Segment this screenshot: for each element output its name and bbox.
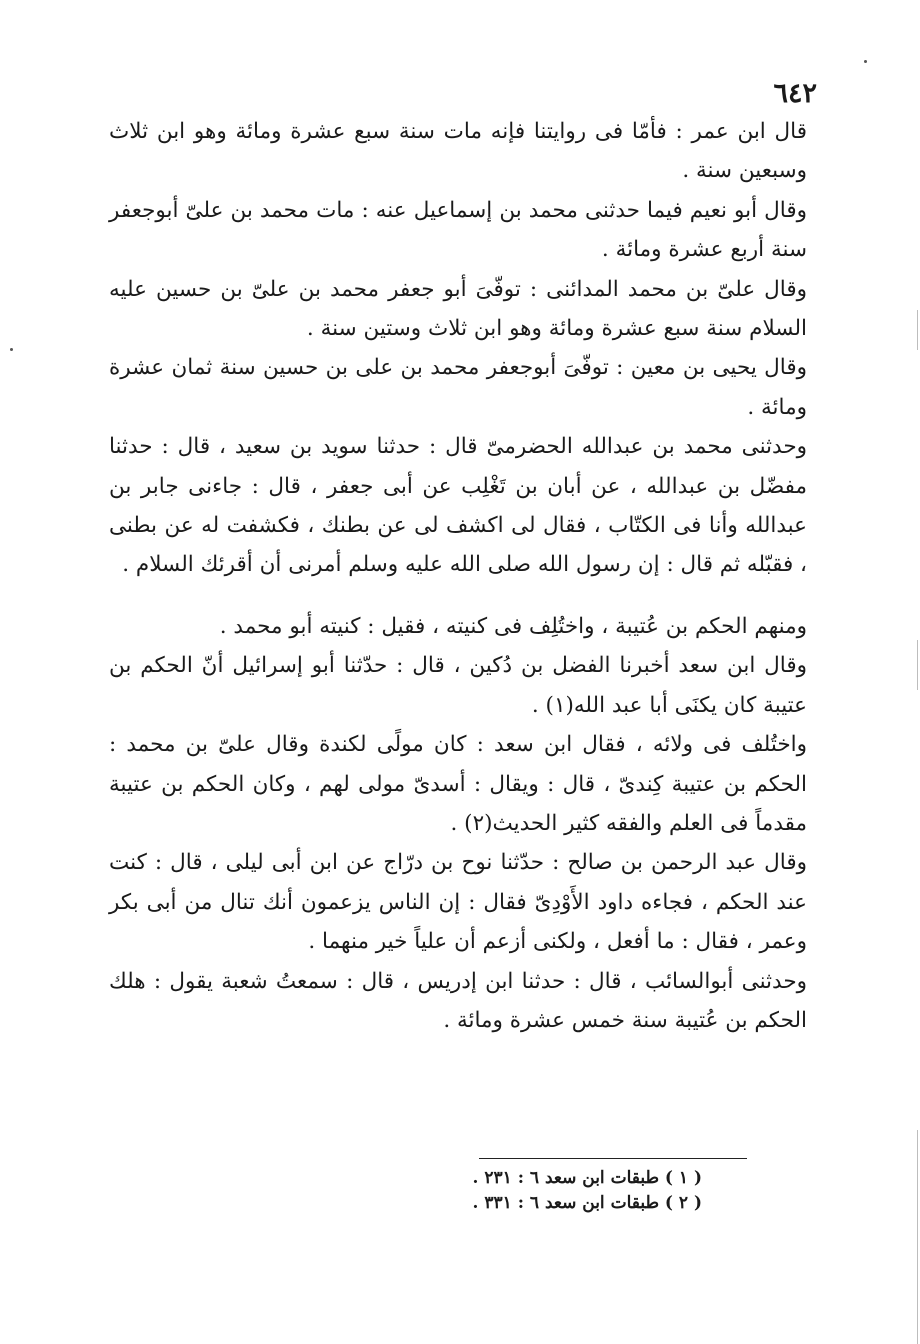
footnote-divider <box>479 1158 747 1159</box>
paragraph: وحدثنى أبوالسائب ، قال : حدثنا ابن إدريس ، قال : سمعتُ شعبة يقول : هلك الحكم بن عُتيبة سنة خمس عشرة ومائة . <box>109 968 807 1033</box>
paragraph: ومنهم الحكم بن عُتيبة ، واختُلِف فى كنيته ، فقيل : كنيته أبو محمد . <box>219 613 807 639</box>
main-text <box>109 112 807 1040</box>
paragraph: وقال أبو نعيم فيما حدثنى محمد بن إسماعيل عنه : مات محمد بن علىّ أبوجعفر سنة أربع عشرة ومائة . <box>109 197 807 263</box>
scan-dot-mark <box>864 60 867 63</box>
paragraph: وقال يحيى بن معين : توفّىَ أبوجعفر محمد بن على بن حسين سنة ثمان عشرة ومائة . <box>109 355 807 420</box>
paragraph: وقال ابن سعد أخبرنا الفضل بن دُكين ، قال : حدّثنا أبو إسرائيل أنّ الحكم بن عتيبة كان يكنَى أبا عبد الله(١) . <box>109 653 807 718</box>
paragraph: وحدثنى محمد بن عبدالله الحضرمىّ قال : حدثنا سويد بن سعيد ، قال : حدثنا مفضّل بن عبدالله ، عن أبان بن تَغْلِب عن أبى جعفر ، قال : جاءنى جابر بن عبدالله وأنا فى الكتّاب ، فقال لى اكشف لى عن بطنك ، فكشفت له عن بطنى ، فقبّله ثم قال : إن رسول الله صلى الله عليه وسلم أمرنى أن أقرئك السلام . <box>109 434 807 578</box>
footnote-2: ( ٢ ) طبقات ابن سعد ٦ : ٣٣١ . <box>472 1193 702 1213</box>
scan-edge-mark <box>917 640 918 690</box>
paragraph: واختُلف فى ولائه ، فقال ابن سعد : كان مولًى لكندة وقال علىّ بن محمد : الحكم بن عتيبة كِندىّ ، قال : ويقال : أسدىّ مولى لهم ، وكان الحكم بن عتيبة مقدماً فى العلم والفقه كثير الحديث(٢) . <box>109 732 807 836</box>
paragraph: وقال علىّ بن محمد المدائنى : توفّىَ أبو جعفر محمد بن علىّ بن حسين عليه السلام سنة سبع عشرة ومائة وهو ابن ثلاث وستين سنة . <box>109 276 807 342</box>
footnote-1: ( ١ ) طبقات ابن سعد ٦ : ٢٣١ . <box>472 1168 702 1188</box>
scan-edge-mark <box>917 1130 918 1344</box>
page-number: ٦٤٢ <box>773 78 817 109</box>
scan-edge-mark <box>917 310 918 350</box>
scan-dot-mark <box>10 348 13 351</box>
footnotes <box>282 1166 702 1216</box>
paragraph: قال ابن عمر : فأمّا فى روايتنا فإنه مات سنة سبع عشرة ومائة وهو ابن ثلاث وسبعين سنة . <box>109 119 807 184</box>
paragraph: وقال عبد الرحمن بن صالح : حدّثنا نوح بن درّاج عن ابن أبى ليلى ، قال : كنت عند الحكم ، فجاءه داود الأَوْدِىّ فقال : إن الناس يزعمون أنك تنال من أبى بكر وعمر ، فقال : ما أفعل ، ولكنى أزعم أن علياً خير منهما . <box>109 850 807 955</box>
